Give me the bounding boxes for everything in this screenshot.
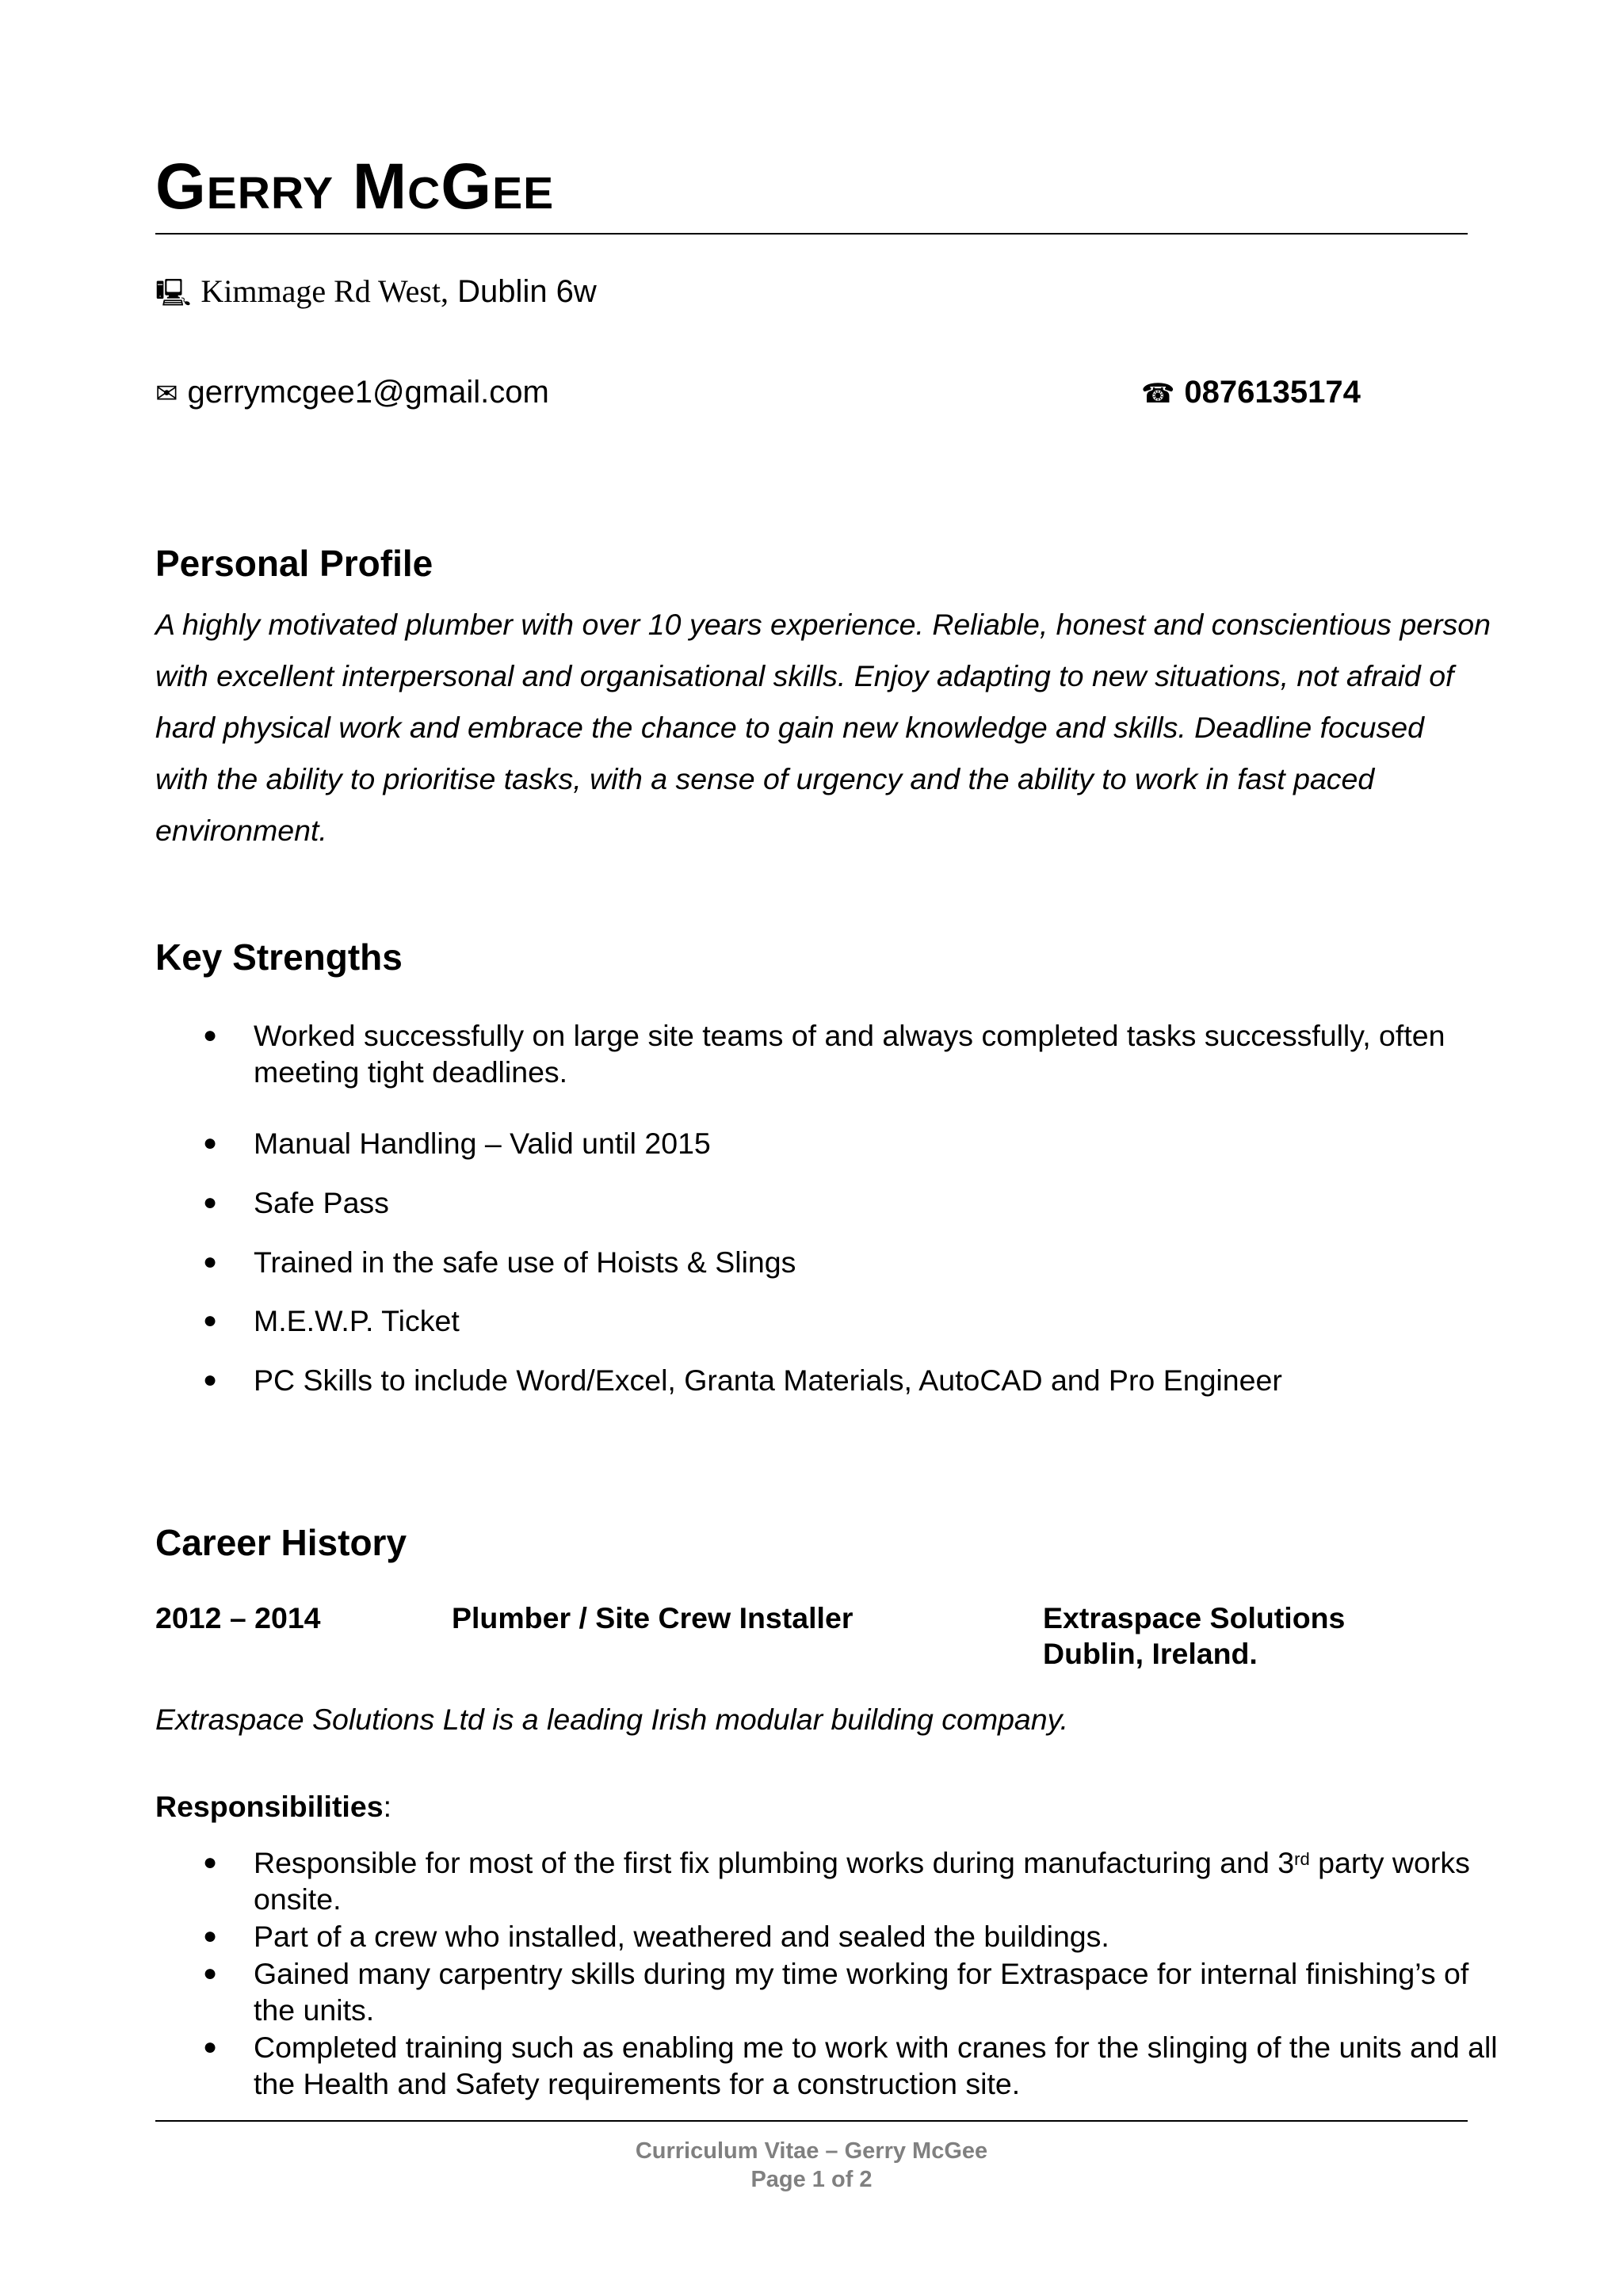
strength-text: Trained in the safe use of Hoists & Slings (254, 1245, 796, 1279)
responsibility-text: the Health and Safety requirements for a construction site. (254, 2067, 1021, 2100)
strength-item (155, 1302, 1550, 1339)
responsibilities-label: Responsibilities (155, 1790, 384, 1823)
responsibility-text-part: Responsible for most of the first fix plumbing works during manufacturing and 3 (254, 1846, 1295, 1879)
strength-text: Worked successfully on large site teams of and always completed tasks successfully, often (254, 1019, 1445, 1052)
email-line (155, 376, 549, 408)
responsibility-text: Gained many carpentry skills during my time working for Extraspace for internal finishing’s of (254, 1957, 1469, 1990)
bullet-icon: ● (203, 2034, 218, 2060)
responsibility-text: Part of a crew who installed, weathered and sealed the buildings. (254, 1920, 1109, 1953)
section-heading-strengths: Key Strengths (155, 936, 403, 978)
bullet-icon: ● (203, 1849, 218, 1875)
responsibilities-heading (155, 1792, 391, 1822)
footer-divider (155, 2120, 1468, 2122)
responsibility-text: Completed training such as enabling me to work with cranes for the slinging of the units and all (254, 2031, 1498, 2064)
strength-item (155, 1184, 1550, 1221)
strength-text: M.E.W.P. Ticket (254, 1304, 460, 1337)
strength-item (155, 1244, 1550, 1280)
strength-item (155, 1362, 1550, 1398)
strength-text: Manual Handling – Valid until 2015 (254, 1127, 711, 1160)
profile-text (155, 599, 1534, 856)
bullet-icon: ● (203, 1130, 218, 1156)
ordinal-suffix: rd (1294, 1849, 1310, 1869)
profile-line: environment. (155, 814, 327, 847)
footer-title: Curriculum Vitae – Gerry McGee (635, 2138, 988, 2164)
bullet-icon: ● (203, 1367, 218, 1393)
responsibilities-colon: : (383, 1790, 391, 1823)
bullet-icon: ● (203, 1307, 218, 1333)
section-heading-profile: Personal Profile (155, 543, 433, 584)
profile-line: hard physical work and embrace the chance to gain new knowledge and skills. Deadline focused (155, 711, 1424, 744)
bullet-icon: ● (203, 1923, 218, 1949)
company-description: Extraspace Solutions Ltd is a leading Irish modular building company. (155, 1703, 1069, 1736)
responsibility-text (254, 1844, 1550, 1881)
job-company (1043, 1600, 1345, 1672)
bullet-icon: ● (203, 1189, 218, 1215)
envelope-icon: ✉ (155, 378, 178, 410)
footer-page-number: Page 1 of 2 (750, 2167, 873, 2192)
responsibility-text: the units. (254, 1993, 375, 2027)
job-title: Plumber / Site Crew Installer (452, 1601, 854, 1634)
header-divider (155, 233, 1468, 235)
phone-number: 0876135174 (1184, 375, 1361, 410)
responsibility-item (155, 1955, 1550, 2028)
candidate-name: Gerry McGee (155, 151, 555, 223)
email-address[interactable]: gerrymcgee1@gmail.com (187, 375, 549, 410)
responsibility-item (155, 2029, 1550, 2102)
job-dates: 2012 – 2014 (155, 1601, 321, 1634)
company-location: Dublin, Ireland. (1043, 1637, 1258, 1670)
strength-text: meeting tight deadlines. (254, 1055, 568, 1089)
strength-text: Safe Pass (254, 1186, 389, 1219)
profile-line: with the ability to prioritise tasks, with a sense of urgency and the ability to work in fast paced (155, 762, 1375, 795)
telephone-icon: ☎ (1141, 378, 1175, 410)
responsibility-text-part: party works (1309, 1846, 1470, 1879)
phone-line (1141, 376, 1361, 408)
address-street: Kimmage Rd West, (200, 273, 449, 309)
responsibility-item (155, 1844, 1550, 1917)
strength-text: PC Skills to include Word/Excel, Granta Materials, AutoCAD and Pro Engineer (254, 1363, 1282, 1397)
profile-line: with excellent interpersonal and organisational skills. Enjoy adapting to new situations, not afraid of (155, 659, 1454, 692)
bullet-icon: ● (203, 1022, 218, 1048)
section-heading-career: Career History (155, 1522, 407, 1563)
address-line (155, 273, 597, 309)
company-name: Extraspace Solutions (1043, 1601, 1346, 1634)
bullet-icon: ● (203, 1249, 218, 1275)
address-city: Dublin 6w (457, 274, 597, 309)
strength-item (155, 1125, 1550, 1161)
responsibility-item (155, 1918, 1550, 1955)
address-card-icon: 🖳 (155, 277, 192, 309)
responsibility-text: onsite. (254, 1882, 342, 1916)
strength-item (155, 1017, 1550, 1090)
bullet-icon: ● (203, 1960, 218, 1986)
profile-line: A highly motivated plumber with over 10 years experience. Reliable, honest and conscientious person (155, 608, 1491, 641)
